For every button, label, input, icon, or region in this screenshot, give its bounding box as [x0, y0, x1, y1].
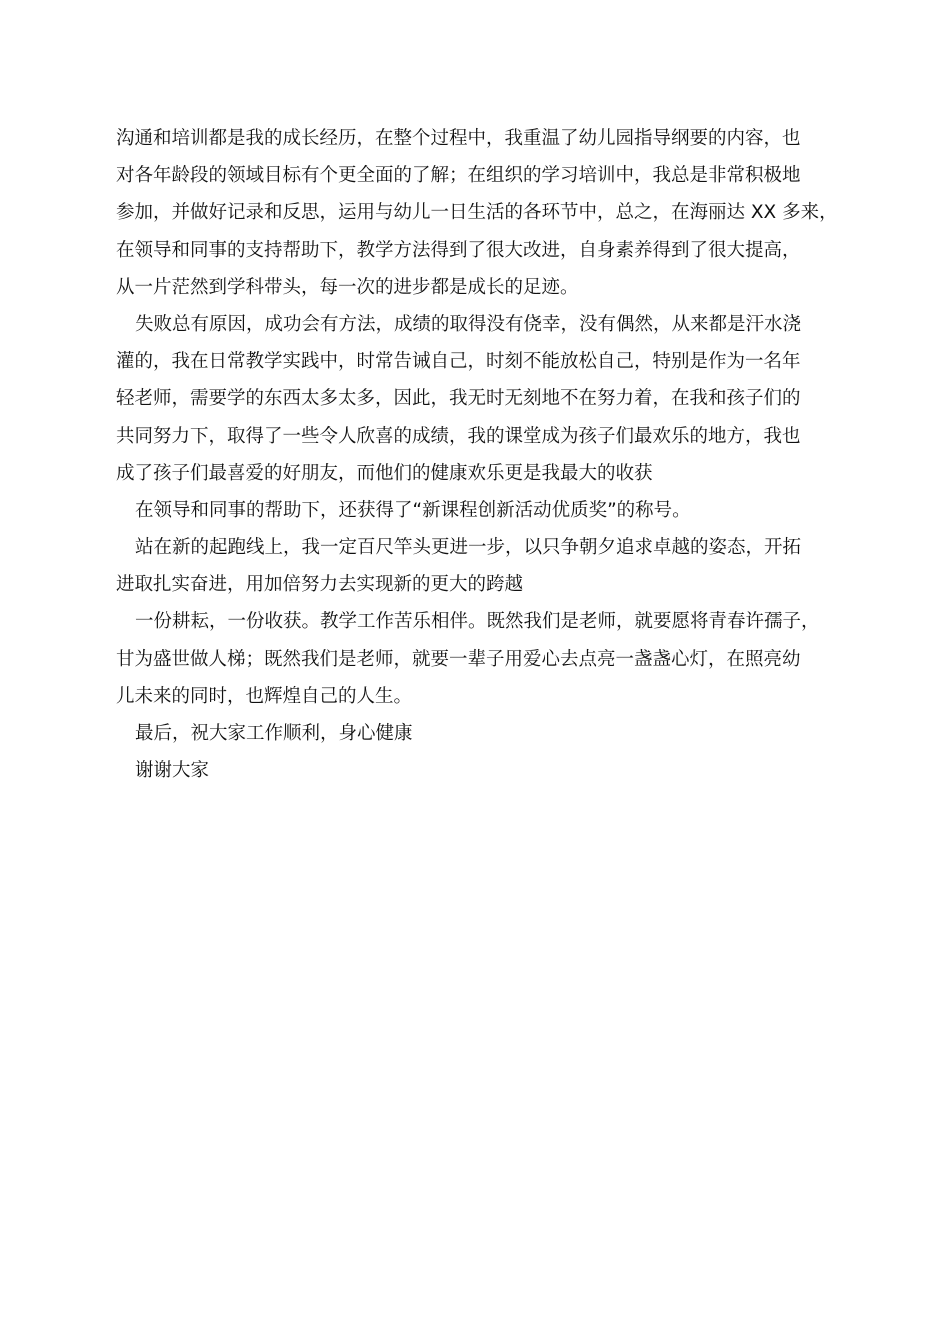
text-line: 站在新的起跑线上，我一定百尺竿头更进一步，以只争朝夕追求卓越的姿态，开拓 — [135, 537, 802, 559]
text-line: 轻老师，需要学的东西太多太多，因此，我无时无刻地不在努力着，在我和孩子们的 — [116, 388, 801, 410]
text-line: 从一片茫然到学科带头，每一次的进步都是成长的足迹。 — [116, 276, 579, 298]
text-line: 甘为盛世做人梯；既然我们是老师，就要一辈子用爱心去点亮一盏盏心灯，在照亮幼 — [116, 648, 801, 670]
text-line: 对各年龄段的领域目标有个更全面的了解；在组织的学习培训中，我总是非常积极地 — [116, 165, 801, 187]
paragraph — [116, 529, 852, 603]
text-line: 成了孩子们最喜爱的好朋友，而他们的健康欢乐更是我最大的收获 — [116, 462, 653, 484]
paragraph — [116, 492, 852, 529]
closing-paragraph — [116, 715, 852, 752]
text-line: 失败总有原因，成功会有方法，成绩的取得没有侥幸，没有偶然，从来都是汗水浇 — [135, 313, 802, 335]
text-line: 共同努力下，取得了一些令人欣喜的成绩，我的课堂成为孩子们最欢乐的地方，我也 — [116, 425, 801, 447]
text-line: 参加，并做好记录和反思，运用与幼儿一日生活的各环节中，总之，在海丽达 XX 多来， — [116, 202, 838, 224]
thanks-paragraph — [116, 752, 852, 789]
paragraph — [116, 603, 852, 715]
text-line: 在领导和同事的支持帮助下，教学方法得到了很大改进，自身素养得到了很大提高， — [116, 239, 801, 261]
text-line: 在领导和同事的帮助下，还获得了“新课程创新活动优质奖”的称号。 — [135, 499, 691, 521]
text-line: 灌的，我在日常教学实践中，时常告诫自己，时刻不能放松自己，特别是作为一名年 — [116, 351, 801, 373]
text-line: 进取扎实奋进，用加倍努力去实现新的更大的跨越 — [116, 574, 524, 596]
document-body — [116, 120, 852, 789]
text-line: 最后，祝大家工作顺利，身心健康 — [135, 723, 413, 744]
text-line: 一份耕耘，一份收获。教学工作苦乐相伴。既然我们是老师，就要愿将青春许孺子， — [135, 611, 820, 633]
text-line: 谢谢大家 — [135, 760, 210, 782]
paragraph — [116, 120, 852, 306]
text-line: 沟通和培训都是我的成长经历，在整个过程中，我重温了幼儿园指导纲要的内容，也 — [116, 128, 801, 149]
text-line: 儿未来的同时，也辉煌自己的人生。 — [116, 685, 413, 707]
paragraph — [116, 306, 852, 492]
